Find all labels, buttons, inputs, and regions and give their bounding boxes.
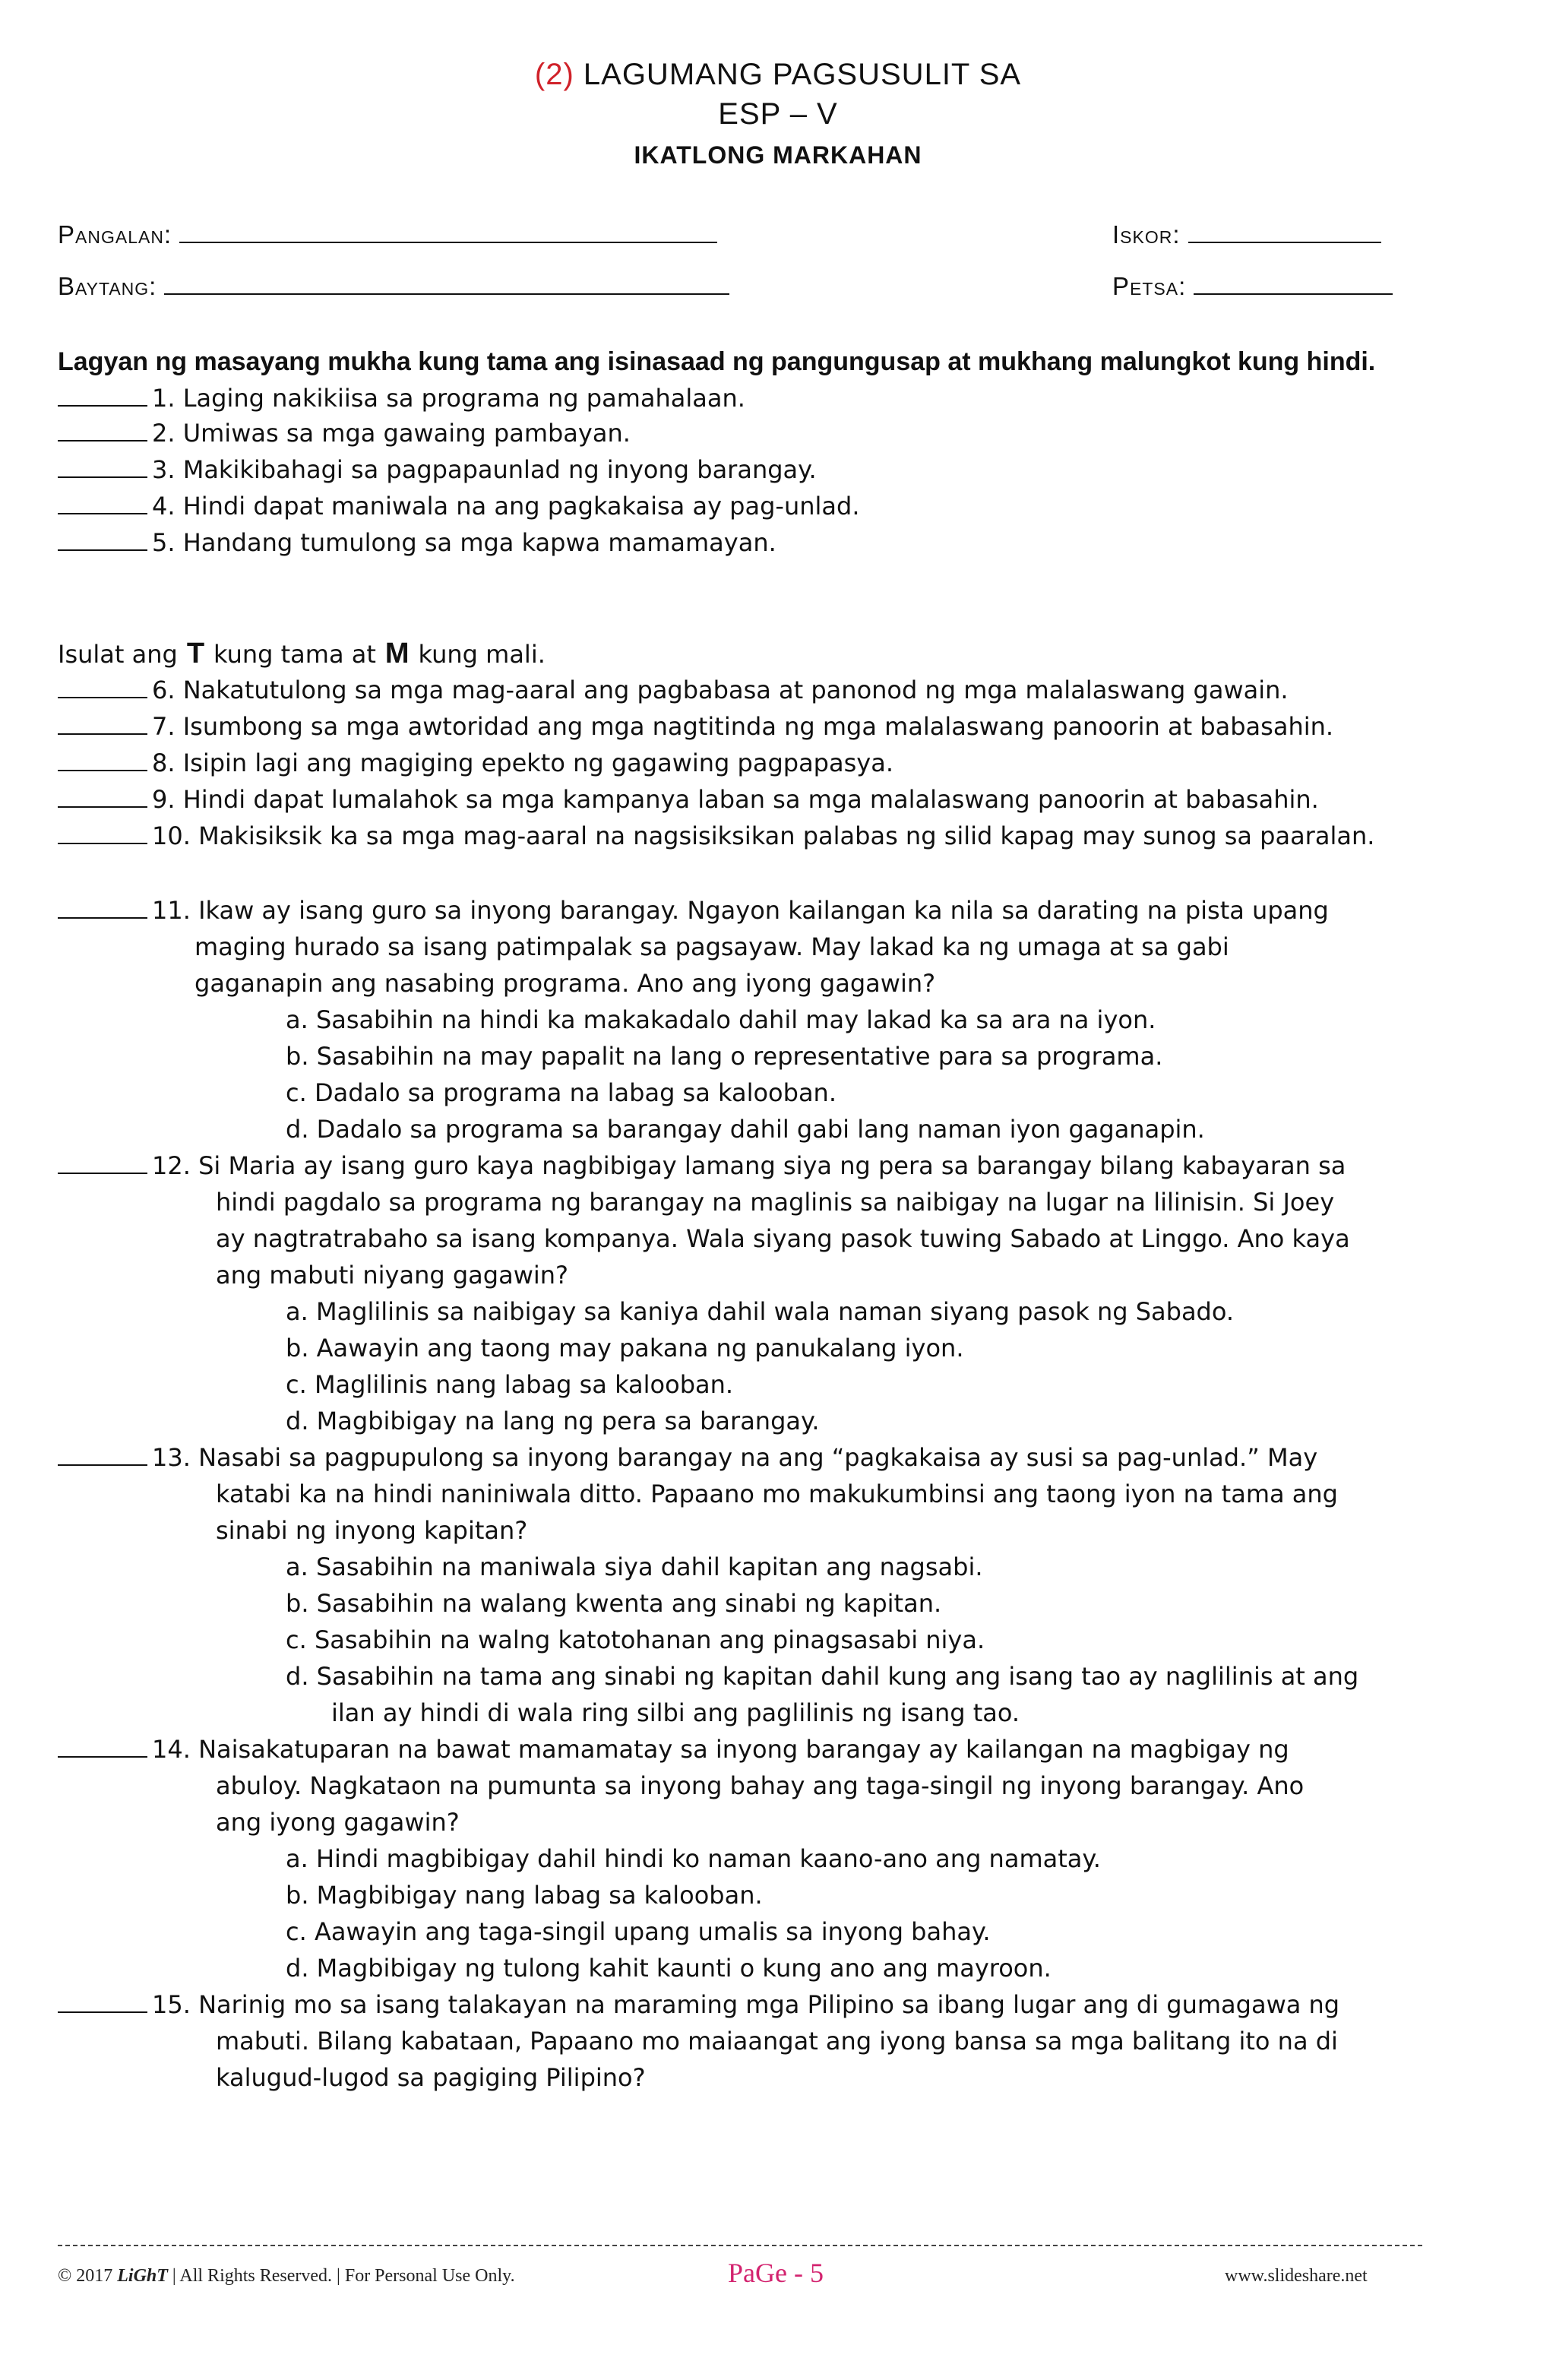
item-text: 7. Isumbong sa mga awtoridad ang mga nagtitinda ng mga malalaswang panoorin at babasahin. [152,712,1334,741]
list-item [58,781,1319,818]
list-item [58,451,817,488]
quiz-title-text: LAGUMANG PAGSUSULIT SA [583,58,1022,91]
name-blank[interactable] [179,219,717,243]
list-item [58,672,1289,708]
question-text: 14. Naisakatuparan na bawat mamamatay sa inyong barangay ay kailangan na magbigay ng [152,1735,1289,1764]
choice-d: d. Magbibigay na lang ng pera sa barangay. [286,1407,820,1435]
quiz-title [0,58,1556,92]
quiz-number: (2) [534,58,574,91]
list-item [58,488,860,524]
answer-blank[interactable] [58,894,147,919]
date-field [1112,271,1393,301]
footer-site: www.slideshare.net [1225,2266,1368,2286]
choice-c: c. Maglilinis nang labag sa kalooban. [286,1370,734,1399]
question-14 [58,1731,1289,1768]
answer-blank[interactable] [58,747,147,771]
question-15 [58,1986,1339,2023]
answer-blank[interactable] [58,1733,147,1758]
page-number: PaGe - 5 [728,2258,824,2288]
choice-c: c. Dadalo sa programa na labag sa kalooban. [286,1078,837,1107]
question-text: abuloy. Nagkataon na pumunta sa inyong bahay ang taga-singil ng inyong barangay. Ano [216,1771,1305,1800]
question-text: mabuti. Bilang kabataan, Papaano mo maiaangat ang iyong bansa sa mga balitang ito na di [216,2027,1338,2056]
part1-instruction: Lagyan ng masayang mukha kung tama ang isinasaad ng pangungusap at mukhang malungkot kung hindi. [58,347,1376,376]
answer-blank[interactable] [58,382,147,407]
choice-d: d. Sasabihin na tama ang sinabi ng kapitan dahil kung ang isang tao ay naglilinis at ang [286,1662,1359,1691]
question-text: ang mabuti niyang gagawin? [216,1261,569,1290]
question-text: katabi ka na hindi naniniwala ditto. Papaano mo makukumbinsi ang taong iyon na tama ang [216,1480,1338,1508]
answer-blank[interactable] [58,1150,147,1174]
choice-a: a. Sasabihin na hindi ka makakadalo dahil may lakad ka sa ara na iyon. [286,1005,1156,1034]
list-item [58,745,893,781]
instruction-text: Isulat ang [58,640,178,669]
item-text: 5. Handang tumulong sa mga kapwa mamamayan. [152,528,776,557]
question-text: 12. Si Maria ay isang guro kaya nagbibigay lamang siya ng pera sa barangay bilang kabayaran sa [152,1151,1346,1180]
choice-c: c. Aawayin ang taga-singil upang umalis sa inyong bahay. [286,1917,991,1946]
name-field [58,219,717,249]
choice-a: a. Hindi magbibigay dahil hindi ko naman kaano-ano ang namatay. [286,1844,1101,1873]
question-text: ang iyong gagawin? [216,1808,460,1837]
question-text: 13. Nasabi sa pagpupulong sa inyong barangay na ang “pagkakaisa ay susi sa pag-unlad.” May [152,1443,1318,1472]
instruction-text: kung tama at [213,640,376,669]
list-item [58,380,745,416]
question-text: gaganapin ang nasabing programa. Ano ang iyong gagawin? [194,969,936,998]
question-text: 15. Narinig mo sa isang talakayan na maraming mga Pilipino sa ibang lugar ang di gumagawa ng [152,1990,1340,2019]
answer-blank[interactable] [58,527,147,551]
quarter-title: IKATLONG MARKAHAN [634,141,922,169]
answer-blank[interactable] [58,783,147,808]
list-item [58,708,1333,745]
answer-blank[interactable] [58,674,147,698]
true-letter: T [186,638,205,669]
choice-d: d. Dadalo sa programa sa barangay dahil gabi lang naman iyon gaganapin. [286,1115,1205,1144]
choice-b: b. Sasabihin na may papalit na lang o representative para sa programa. [286,1042,1163,1071]
item-text: 8. Isipin lagi ang magiging epekto ng gagawing pagpapasya. [152,748,893,777]
answer-blank[interactable] [58,417,147,442]
list-item [58,415,631,451]
answer-blank[interactable] [58,820,147,844]
item-text: 3. Makikibahagi sa pagpapaunlad ng inyong barangay. [152,455,817,484]
choice-d-continued: ilan ay hindi di wala ring silbi ang paglilinis ng isang tao. [331,1698,1020,1727]
item-text: 2. Umiwas sa mga gawaing pambayan. [152,419,631,448]
answer-blank[interactable] [58,454,147,478]
question-text: maging hurado sa isang patimpalak sa pagsayaw. May lakad ka ng umaga at sa gabi [194,932,1229,961]
question-13 [58,1439,1317,1476]
score-blank[interactable] [1188,219,1381,243]
answer-blank[interactable] [58,711,147,735]
item-text: 1. Laging nakikiisa sa programa ng pamahalaan. [152,384,745,413]
footer-copyright [58,2266,515,2287]
question-text: sinabi ng inyong kapitan? [216,1516,528,1545]
list-item [58,524,776,561]
question-text: kalugud-lugod sa pagiging Pilipino? [216,2063,646,2092]
question-text: hindi pagdalo sa programa ng barangay na maglinis sa naibigay na lugar na lilinisin. Si Joey [216,1188,1335,1217]
item-text: 4. Hindi dapat maniwala na ang pagkakaisa ay pag-unlad. [152,492,860,521]
grade-label: Baytang: [58,272,157,300]
answer-blank[interactable] [58,490,147,514]
footer-divider [58,2245,1422,2246]
date-blank[interactable] [1194,271,1393,295]
question-11 [58,892,1329,929]
score-label: Iskor: [1112,220,1181,248]
false-letter: M [384,638,410,669]
date-label: Petsa: [1112,272,1187,300]
choice-a: a. Maglilinis sa naibigay sa kaniya dahil wala naman siyang pasok ng Sabado. [286,1297,1235,1326]
instruction-text: kung mali. [418,640,546,669]
question-text: 11. Ikaw ay isang guro sa inyong barangay. Ngayon kailangan ka nila sa darating na pista upang [152,896,1329,925]
subject-title: ESP – V [718,97,838,131]
grade-field [58,271,729,301]
brand-text: LiGhT [117,2266,168,2286]
answer-blank[interactable] [58,1989,147,2013]
list-item [58,818,1374,854]
part2-instruction [58,635,546,673]
question-12 [58,1147,1346,1184]
rights-text: | All Rights Reserved. | For Personal Use Only. [172,2266,515,2286]
name-label: Pangalan: [58,220,172,248]
item-text: 9. Hindi dapat lumalahok sa mga kampanya laban sa mga malalaswang panoorin at babasahin. [152,785,1319,814]
choice-b: b. Sasabihin na walang kwenta ang sinabi ng kapitan. [286,1589,942,1618]
copyright-text: © 2017 [58,2266,113,2286]
answer-blank[interactable] [58,1442,147,1466]
question-text: ay nagtratrabaho sa isang kompanya. Wala siyang pasok tuwing Sabado at Linggo. Ano kaya [216,1224,1350,1253]
grade-blank[interactable] [164,271,729,295]
item-text: 6. Nakatutulong sa mga mag-aaral ang pagbabasa at panonod ng mga malalaswang gawain. [152,676,1289,704]
choice-b: b. Magbibigay nang labag sa kalooban. [286,1881,763,1910]
choice-c: c. Sasabihin na walng katotohanan ang pinagsasabi niya. [286,1625,985,1654]
choice-a: a. Sasabihin na maniwala siya dahil kapitan ang nagsabi. [286,1552,983,1581]
score-field [1112,219,1381,249]
choice-b: b. Aawayin ang taong may pakana ng panukalang iyon. [286,1334,964,1362]
item-text: 10. Makisiksik ka sa mga mag-aaral na nagsisiksikan palabas ng silid kapag may sunog sa paaralan. [152,821,1375,850]
choice-d: d. Magbibigay ng tulong kahit kaunti o kung ano ang mayroon. [286,1954,1052,1983]
